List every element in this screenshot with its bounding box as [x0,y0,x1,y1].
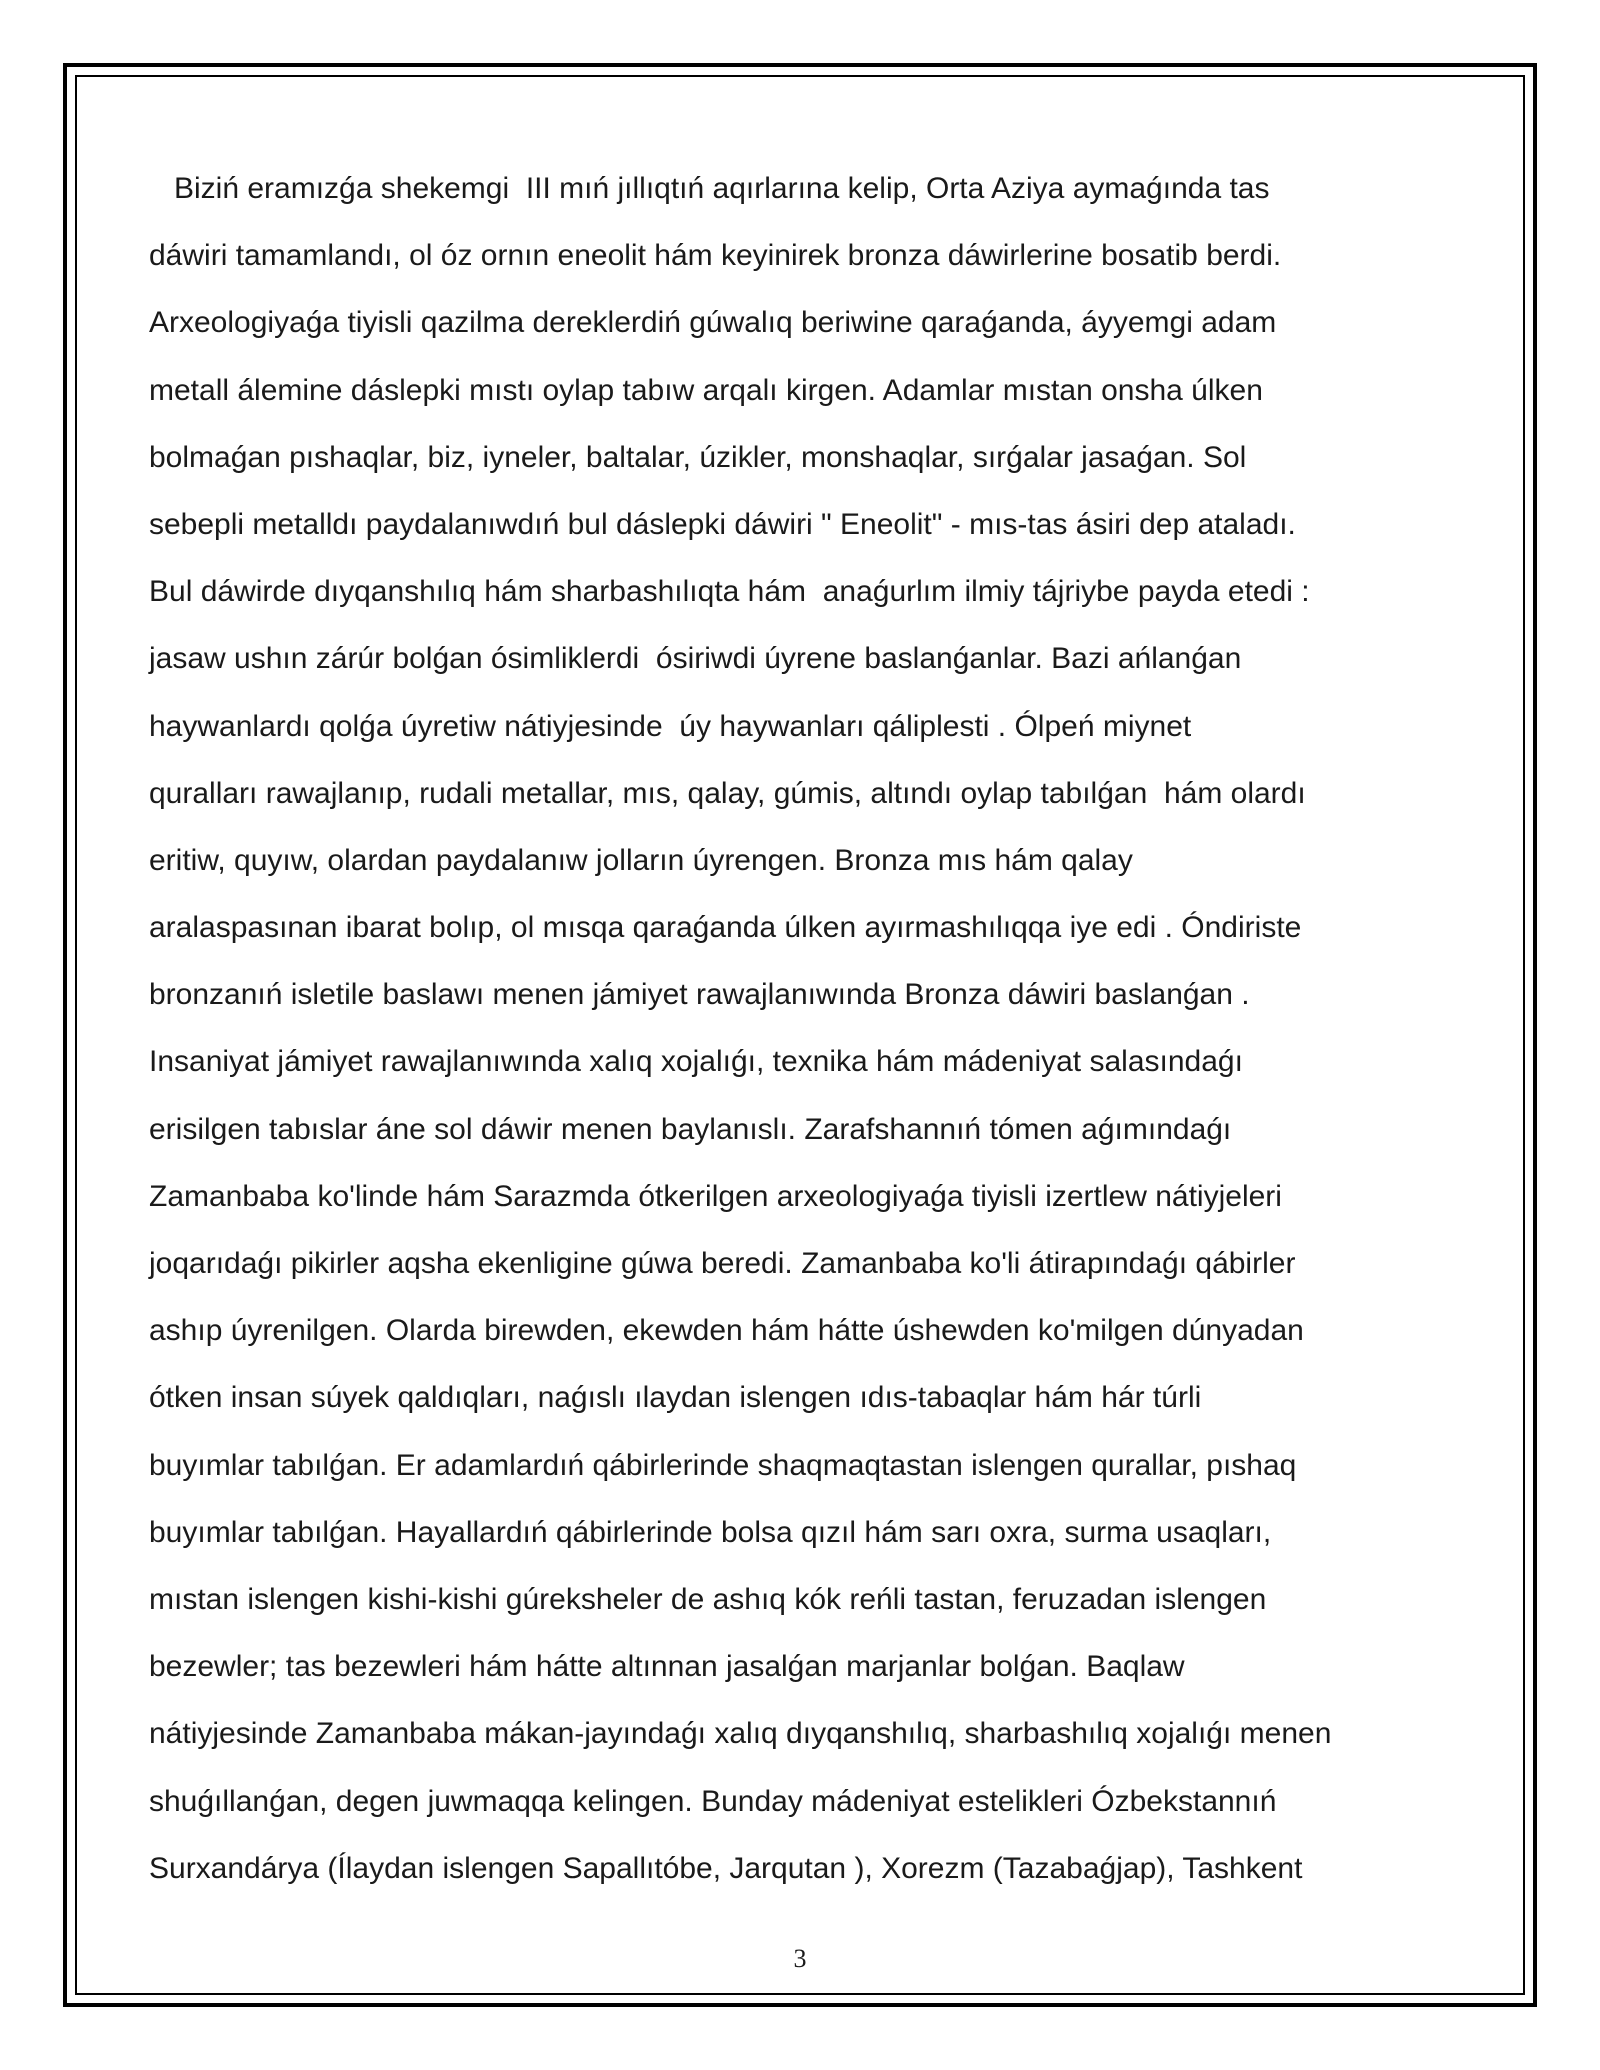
text-line: Zamanbaba ko'linde hám Sarazmda ótkerilgen arxeologiyaǵa tiyisli izertlew nátiyjeleri [149,1179,1282,1213]
text-line: ótken insan súyek qaldıqları, naǵıslı ılaydan islengen ıdıs-tabaqlar hám hár túrli [149,1381,1202,1415]
body-paragraph [149,155,1459,1902]
text-line: bezewler; tas bezewleri hám hátte altınnan jasalǵan marjanlar bolǵan. Baqlaw [149,1650,1185,1684]
text-line: shuǵıllanǵan, degen juwmaqqa kelingen. Bunday mádeniyat estelikleri Ózbekstannıń [149,1784,1277,1818]
text-line: ashıp úyrenilgen. Olarda birewden, ekewden hám hátte úshewden ko'milgen dúnyadan [149,1314,1304,1348]
text-line: bronzanıń isletile baslawı menen jámiyet rawajlanıwında Bronza dáwiri baslanǵan . [149,978,1250,1012]
text-line: nátiyjesinde Zamanbaba mákan-jayındaǵı xalıq dıyqanshılıq, sharbashılıq xojalıǵı menen [149,1717,1332,1751]
text-line: buyımlar tabılǵan. Er adamlardıń qábirlerinde shaqmaqtastan islengen qurallar, pıshaq [149,1448,1297,1482]
text-line: Surxandárya (Ílaydan islengen Sapallıtóbe, Jarqutan ), Xorezm (Tazabaǵjap), Tashkent [149,1851,1303,1885]
text-line: haywanlardı qolǵa úyretiw nátiyjesinde úy haywanları qáliplesti . Ólpeń miynet [149,709,1192,743]
text-line: mıstan islengen kishi-kishi gúreksheler de ashıq kók reńli tastan, feruzadan islengen [149,1582,1267,1616]
text-line: quralları rawajlanıp, rudali metallar, mıs, qalay, gúmis, altındı oylap tabılǵan hám olardı [149,776,1306,810]
text-line: eritiw, quyıw, olardan paydalanıw jolların úyrengen. Bronza mıs hám qalay [149,843,1133,877]
text-line: erisilgen tabıslar áne sol dáwir menen baylanıslı. Zarafshannıń tómen aǵımındaǵı [149,1112,1232,1146]
text-line: Bul dáwirde dıyqanshılıq hám sharbashılıqta hám anaǵurlım ilmiy tájriybe payda etedi : [149,575,1310,609]
text-line: Arxeologiyaǵa tiyisli qazilma dereklerdiń gúwalıq beriwine qaraǵanda, áyyemgi adam [149,306,1277,340]
text-line: Insaniyat jámiyet rawajlanıwında xalıq xojalıǵı, texnika hám mádeniyat salasındaǵı [149,1045,1243,1079]
text-line: Biziń eramızǵa shekemgi III mıń jıllıqtıń aqırlarına kelip, Orta Aziya aymaǵında tas [149,172,1270,205]
text-line: metall álemine dáslepki mıstı oylap tabıw arqalı kirgen. Adamlar mıstan onsha úlken [149,373,1263,407]
text-line: jasaw ushın zárúr bolǵan ósimliklerdi ósiriwdi úyrene baslanǵanlar. Bazi ańlanǵan [149,642,1242,676]
text-line: dáwiri tamamlandı, ol óz ornın eneolit hám keyinirek bronza dáwirlerine bosatib berdi. [149,239,1282,273]
text-line: aralaspasınan ibarat bolıp, ol mısqa qaraǵanda úlken ayırmashılıqqa iye edi . Óndiriste [149,911,1302,945]
page-number: 3 [793,1944,807,1973]
text-line: joqarıdaǵı pikirler aqsha ekenligine gúwa beredi. Zamanbaba ko'li átirapındaǵı qábirler [149,1247,1296,1280]
text-line: bolmaǵan pıshaqlar, biz, iyneler, baltalar, úzikler, monshaqlar, sırǵalar jasaǵan. Sol [149,440,1247,474]
text-line: buyımlar tabılǵan. Hayallardıń qábirlerinde bolsa qızıl hám sarı oxra, surma usaqları, [149,1515,1272,1549]
text-line: sebepli metalldı paydalanıwdıń bul dáslepki dáwiri " Eneolit" - mıs-tas ásiri dep ataladı. [149,507,1296,541]
